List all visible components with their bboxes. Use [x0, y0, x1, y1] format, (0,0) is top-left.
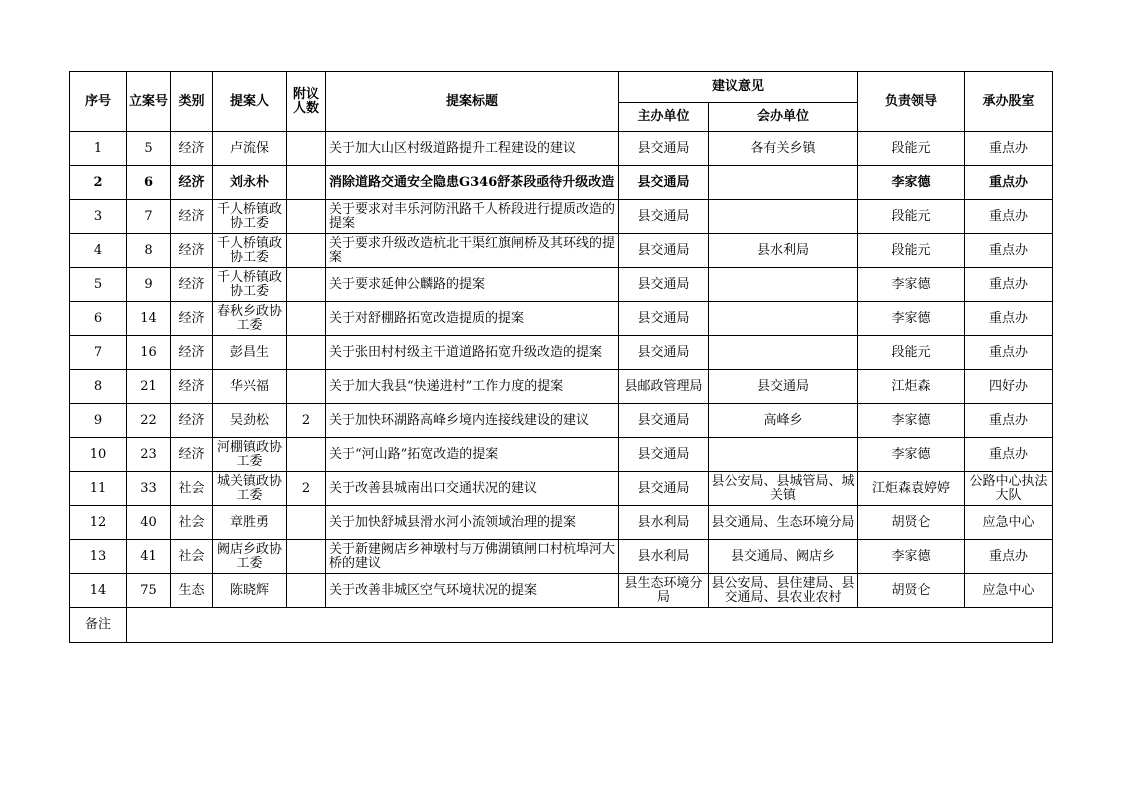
cell-co-signers [287, 438, 326, 472]
cell-lead-unit: 县邮政管理局 [619, 370, 709, 404]
cell-lead-unit: 县交通局 [619, 234, 709, 268]
cell-case-no: 16 [127, 336, 171, 370]
cell-leader: 段能元 [858, 200, 965, 234]
cell-leader: 江炬森袁婷婷 [858, 472, 965, 506]
header-opinion: 建议意见 [619, 72, 858, 103]
cell-title: 关于加快环湖路高峰乡境内连接线建设的建议 [326, 404, 619, 438]
cell-seq: 14 [70, 574, 127, 608]
cell-co-signers [287, 132, 326, 166]
cell-proposer: 千人桥镇政协工委 [213, 234, 287, 268]
cell-co-signers [287, 336, 326, 370]
cell-assist-unit [709, 438, 858, 472]
table-row [70, 438, 1053, 472]
cell-office: 重点办 [965, 438, 1053, 472]
cell-case-no: 22 [127, 404, 171, 438]
cell-assist-unit [709, 166, 858, 200]
table-header [70, 72, 1053, 132]
cell-case-no: 7 [127, 200, 171, 234]
header-co-signers: 附议 人数 [287, 72, 326, 132]
cell-office: 重点办 [965, 234, 1053, 268]
cell-category: 经济 [171, 268, 213, 302]
cell-proposer: 河棚镇政协工委 [213, 438, 287, 472]
cell-co-signers [287, 506, 326, 540]
cell-assist-unit: 县交通局 [709, 370, 858, 404]
cell-proposer: 刘永朴 [213, 166, 287, 200]
cell-seq: 13 [70, 540, 127, 574]
cell-category: 经济 [171, 370, 213, 404]
cell-lead-unit: 县水利局 [619, 506, 709, 540]
cell-leader: 李家德 [858, 540, 965, 574]
cell-leader: 段能元 [858, 336, 965, 370]
cell-assist-unit: 县水利局 [709, 234, 858, 268]
cell-seq: 3 [70, 200, 127, 234]
proposal-table [69, 71, 1053, 643]
cell-co-signers [287, 540, 326, 574]
cell-office: 重点办 [965, 540, 1053, 574]
cell-category: 经济 [171, 404, 213, 438]
cell-case-no: 21 [127, 370, 171, 404]
cell-title: 关于新建阙店乡神墩村与万佛湖镇闸口村杭埠河大桥的建议 [326, 540, 619, 574]
table-row [70, 200, 1053, 234]
cell-category: 经济 [171, 200, 213, 234]
cell-category: 经济 [171, 132, 213, 166]
cell-proposer: 千人桥镇政协工委 [213, 200, 287, 234]
header-assist-unit: 会办单位 [709, 103, 858, 132]
cell-category: 生态 [171, 574, 213, 608]
remark-row [70, 608, 1053, 643]
cell-assist-unit: 各有关乡镇 [709, 132, 858, 166]
table-row [70, 506, 1053, 540]
cell-title: 关于改善县城南出口交通状况的建议 [326, 472, 619, 506]
cell-leader: 李家德 [858, 166, 965, 200]
cell-lead-unit: 县交通局 [619, 472, 709, 506]
cell-category: 经济 [171, 166, 213, 200]
cell-case-no: 33 [127, 472, 171, 506]
cell-title: 关于加快舒城县滑水河小流领域治理的提案 [326, 506, 619, 540]
table-row [70, 234, 1053, 268]
cell-assist-unit: 高峰乡 [709, 404, 858, 438]
cell-leader: 胡贤仑 [858, 506, 965, 540]
cell-seq: 1 [70, 132, 127, 166]
cell-office: 应急中心 [965, 574, 1053, 608]
cell-proposer: 千人桥镇政协工委 [213, 268, 287, 302]
cell-title: 关于要求升级改造杭北干渠红旗闸桥及其环线的提案 [326, 234, 619, 268]
cell-office: 重点办 [965, 336, 1053, 370]
cell-seq: 12 [70, 506, 127, 540]
cell-category: 经济 [171, 438, 213, 472]
cell-leader: 江炬森 [858, 370, 965, 404]
cell-assist-unit [709, 336, 858, 370]
cell-leader: 李家德 [858, 438, 965, 472]
cell-co-signers [287, 234, 326, 268]
table-row [70, 268, 1053, 302]
cell-proposer: 卢流保 [213, 132, 287, 166]
cell-seq: 11 [70, 472, 127, 506]
cell-case-no: 41 [127, 540, 171, 574]
cell-lead-unit: 县交通局 [619, 404, 709, 438]
cell-case-no: 6 [127, 166, 171, 200]
cell-seq: 2 [70, 166, 127, 200]
table-row [70, 166, 1053, 200]
cell-office: 重点办 [965, 268, 1053, 302]
cell-proposer: 春秋乡政协工委 [213, 302, 287, 336]
cell-office: 重点办 [965, 200, 1053, 234]
cell-title: 关于要求对丰乐河防汛路千人桥段进行提质改造的提案 [326, 200, 619, 234]
cell-lead-unit: 县交通局 [619, 166, 709, 200]
cell-lead-unit: 县生态环境分局 [619, 574, 709, 608]
cell-lead-unit: 县水利局 [619, 540, 709, 574]
cell-seq: 8 [70, 370, 127, 404]
table-row [70, 336, 1053, 370]
cell-assist-unit: 县交通局、生态环境分局 [709, 506, 858, 540]
cell-proposer: 章胜勇 [213, 506, 287, 540]
cell-case-no: 40 [127, 506, 171, 540]
header-title: 提案标题 [326, 72, 619, 132]
cell-office: 重点办 [965, 404, 1053, 438]
cell-co-signers [287, 370, 326, 404]
cell-title: 消除道路交通安全隐患G346舒茶段亟待升级改造 [326, 166, 619, 200]
header-proposer: 提案人 [213, 72, 287, 132]
cell-seq: 4 [70, 234, 127, 268]
cell-lead-unit: 县交通局 [619, 336, 709, 370]
cell-office: 重点办 [965, 132, 1053, 166]
cell-lead-unit: 县交通局 [619, 132, 709, 166]
cell-assist-unit: 县交通局、阙店乡 [709, 540, 858, 574]
cell-office: 四好办 [965, 370, 1053, 404]
cell-co-signers [287, 200, 326, 234]
cell-assist-unit: 县公安局、县城管局、城关镇 [709, 472, 858, 506]
cell-proposer: 陈晓辉 [213, 574, 287, 608]
cell-leader: 李家德 [858, 268, 965, 302]
cell-category: 经济 [171, 234, 213, 268]
cell-title: 关于“河山路”拓宽改造的提案 [326, 438, 619, 472]
header-lead-unit: 主办单位 [619, 103, 709, 132]
cell-assist-unit [709, 200, 858, 234]
table-row [70, 404, 1053, 438]
header-seq: 序号 [70, 72, 127, 132]
cell-title: 关于要求延伸公麟路的提案 [326, 268, 619, 302]
cell-proposer: 彭昌生 [213, 336, 287, 370]
table-row [70, 472, 1053, 506]
table-row [70, 574, 1053, 608]
cell-office: 应急中心 [965, 506, 1053, 540]
cell-lead-unit: 县交通局 [619, 438, 709, 472]
cell-leader: 段能元 [858, 132, 965, 166]
cell-seq: 6 [70, 302, 127, 336]
cell-seq: 5 [70, 268, 127, 302]
cell-title: 关于加大我县“快递进村”工作力度的提案 [326, 370, 619, 404]
cell-title: 关于加大山区村级道路提升工程建设的建议 [326, 132, 619, 166]
cell-office: 重点办 [965, 302, 1053, 336]
cell-leader: 李家德 [858, 302, 965, 336]
cell-proposer: 吴劲松 [213, 404, 287, 438]
cell-office: 公路中心执法大队 [965, 472, 1053, 506]
cell-seq: 9 [70, 404, 127, 438]
cell-case-no: 8 [127, 234, 171, 268]
cell-lead-unit: 县交通局 [619, 302, 709, 336]
cell-co-signers: 2 [287, 404, 326, 438]
cell-case-no: 14 [127, 302, 171, 336]
cell-leader: 段能元 [858, 234, 965, 268]
cell-title: 关于张田村村级主干道道路拓宽升级改造的提案 [326, 336, 619, 370]
cell-title: 关于改善非城区空气环境状况的提案 [326, 574, 619, 608]
cell-title: 关于对舒棚路拓宽改造提质的提案 [326, 302, 619, 336]
cell-case-no: 23 [127, 438, 171, 472]
cell-assist-unit [709, 302, 858, 336]
table-body [70, 132, 1053, 608]
remark-content [127, 608, 1053, 643]
cell-office: 重点办 [965, 166, 1053, 200]
cell-assist-unit [709, 268, 858, 302]
cell-assist-unit: 县公安局、县住建局、县交通局、县农业农村 [709, 574, 858, 608]
cell-seq: 10 [70, 438, 127, 472]
cell-proposer: 城关镇政协工委 [213, 472, 287, 506]
cell-category: 经济 [171, 302, 213, 336]
cell-leader: 胡贤仑 [858, 574, 965, 608]
table-row [70, 132, 1053, 166]
cell-co-signers [287, 166, 326, 200]
cell-case-no: 9 [127, 268, 171, 302]
cell-case-no: 5 [127, 132, 171, 166]
cell-category: 社会 [171, 506, 213, 540]
cell-proposer: 华兴福 [213, 370, 287, 404]
cell-leader: 李家德 [858, 404, 965, 438]
table-row [70, 302, 1053, 336]
header-leader: 负责领导 [858, 72, 965, 132]
cell-category: 社会 [171, 472, 213, 506]
cell-lead-unit: 县交通局 [619, 268, 709, 302]
header-case-no: 立案号 [127, 72, 171, 132]
cell-category: 社会 [171, 540, 213, 574]
cell-case-no: 75 [127, 574, 171, 608]
cell-co-signers [287, 574, 326, 608]
cell-proposer: 阙店乡政协工委 [213, 540, 287, 574]
table-row [70, 540, 1053, 574]
cell-co-signers: 2 [287, 472, 326, 506]
cell-lead-unit: 县交通局 [619, 200, 709, 234]
cell-co-signers [287, 268, 326, 302]
header-office: 承办股室 [965, 72, 1053, 132]
remark-label: 备注 [70, 608, 127, 643]
header-category: 类别 [171, 72, 213, 132]
cell-co-signers [287, 302, 326, 336]
cell-seq: 7 [70, 336, 127, 370]
table-row [70, 370, 1053, 404]
cell-category: 经济 [171, 336, 213, 370]
